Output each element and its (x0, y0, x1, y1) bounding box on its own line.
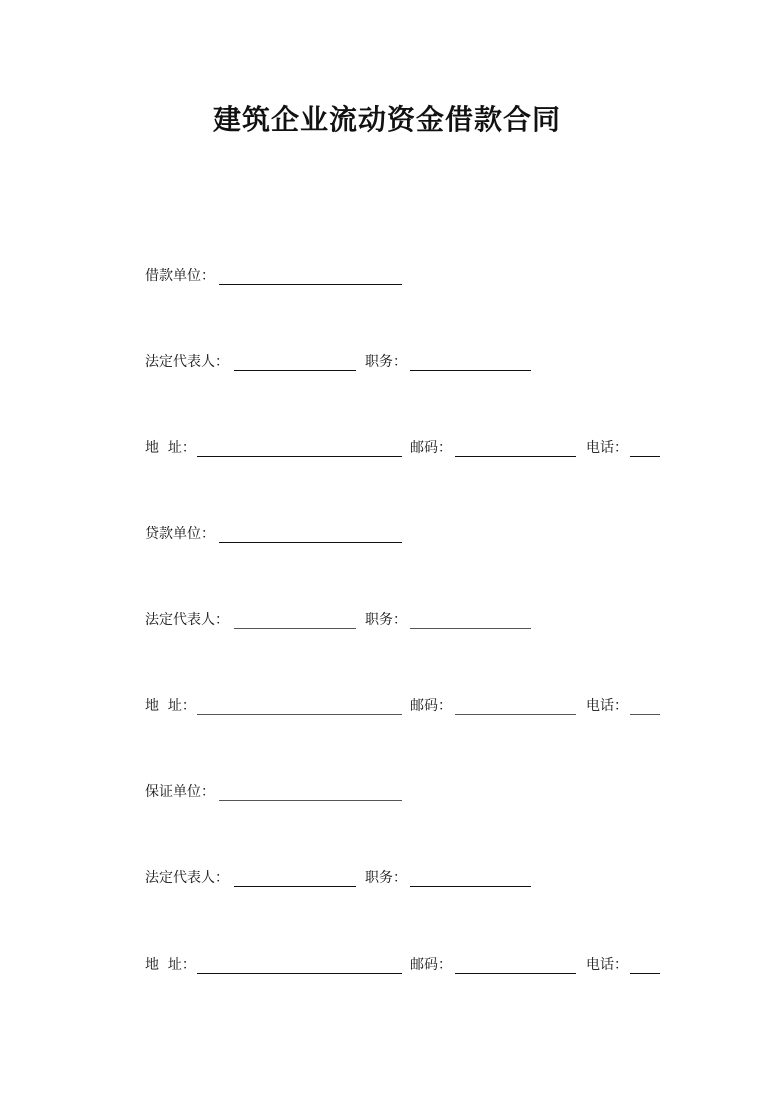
borrower-position-label: 职务： (365, 354, 407, 370)
borrower-address-label: 地 址： (145, 440, 196, 456)
lender-unit-row (0, 523, 774, 545)
guarantor-rep-row (0, 867, 774, 889)
borrower-unit-row (0, 265, 774, 287)
guarantor-position-field[interactable] (410, 886, 531, 887)
lender-address-label: 地 址： (145, 698, 196, 714)
lender-address-row (0, 695, 774, 717)
lender-position-field[interactable] (410, 628, 531, 629)
borrower-rep-field[interactable] (234, 370, 356, 371)
borrower-unit-field[interactable] (219, 284, 402, 285)
lender-rep-field[interactable] (234, 628, 356, 629)
document-title: 建筑企业流动资金借款合同 (212, 103, 561, 136)
guarantor-rep-field[interactable] (234, 886, 356, 887)
lender-unit-label: 贷款单位： (145, 526, 215, 542)
borrower-address-field[interactable] (197, 456, 402, 457)
guarantor-postcode-label: 邮码： (410, 957, 452, 973)
guarantor-phone-label: 电话： (586, 957, 628, 973)
guarantor-postcode-field[interactable] (455, 973, 576, 974)
lender-address-field[interactable] (197, 714, 402, 715)
lender-postcode-field[interactable] (455, 714, 576, 715)
borrower-address-row (0, 437, 774, 459)
lender-phone-label: 电话： (586, 698, 628, 714)
guarantor-unit-field[interactable] (219, 800, 402, 801)
guarantor-phone-field[interactable] (630, 973, 660, 974)
guarantor-rep-label: 法定代表人： (145, 870, 229, 886)
borrower-postcode-field[interactable] (455, 456, 576, 457)
borrower-unit-label: 借款单位： (145, 268, 215, 284)
borrower-phone-field[interactable] (630, 456, 660, 457)
guarantor-address-field[interactable] (197, 973, 402, 974)
borrower-rep-row (0, 351, 774, 373)
lender-unit-field[interactable] (219, 542, 402, 543)
lender-rep-row (0, 609, 774, 631)
guarantor-position-label: 职务： (365, 870, 407, 886)
guarantor-unit-label: 保证单位： (145, 784, 215, 800)
lender-rep-label: 法定代表人： (145, 612, 229, 628)
lender-phone-field[interactable] (630, 714, 660, 715)
borrower-position-field[interactable] (410, 370, 531, 371)
guarantor-address-label: 地 址： (145, 957, 196, 973)
guarantor-address-row (0, 954, 774, 976)
borrower-phone-label: 电话： (586, 440, 628, 456)
guarantor-unit-row (0, 781, 774, 803)
lender-postcode-label: 邮码： (410, 698, 452, 714)
borrower-postcode-label: 邮码： (410, 440, 452, 456)
borrower-rep-label: 法定代表人： (145, 354, 229, 370)
lender-position-label: 职务： (365, 612, 407, 628)
